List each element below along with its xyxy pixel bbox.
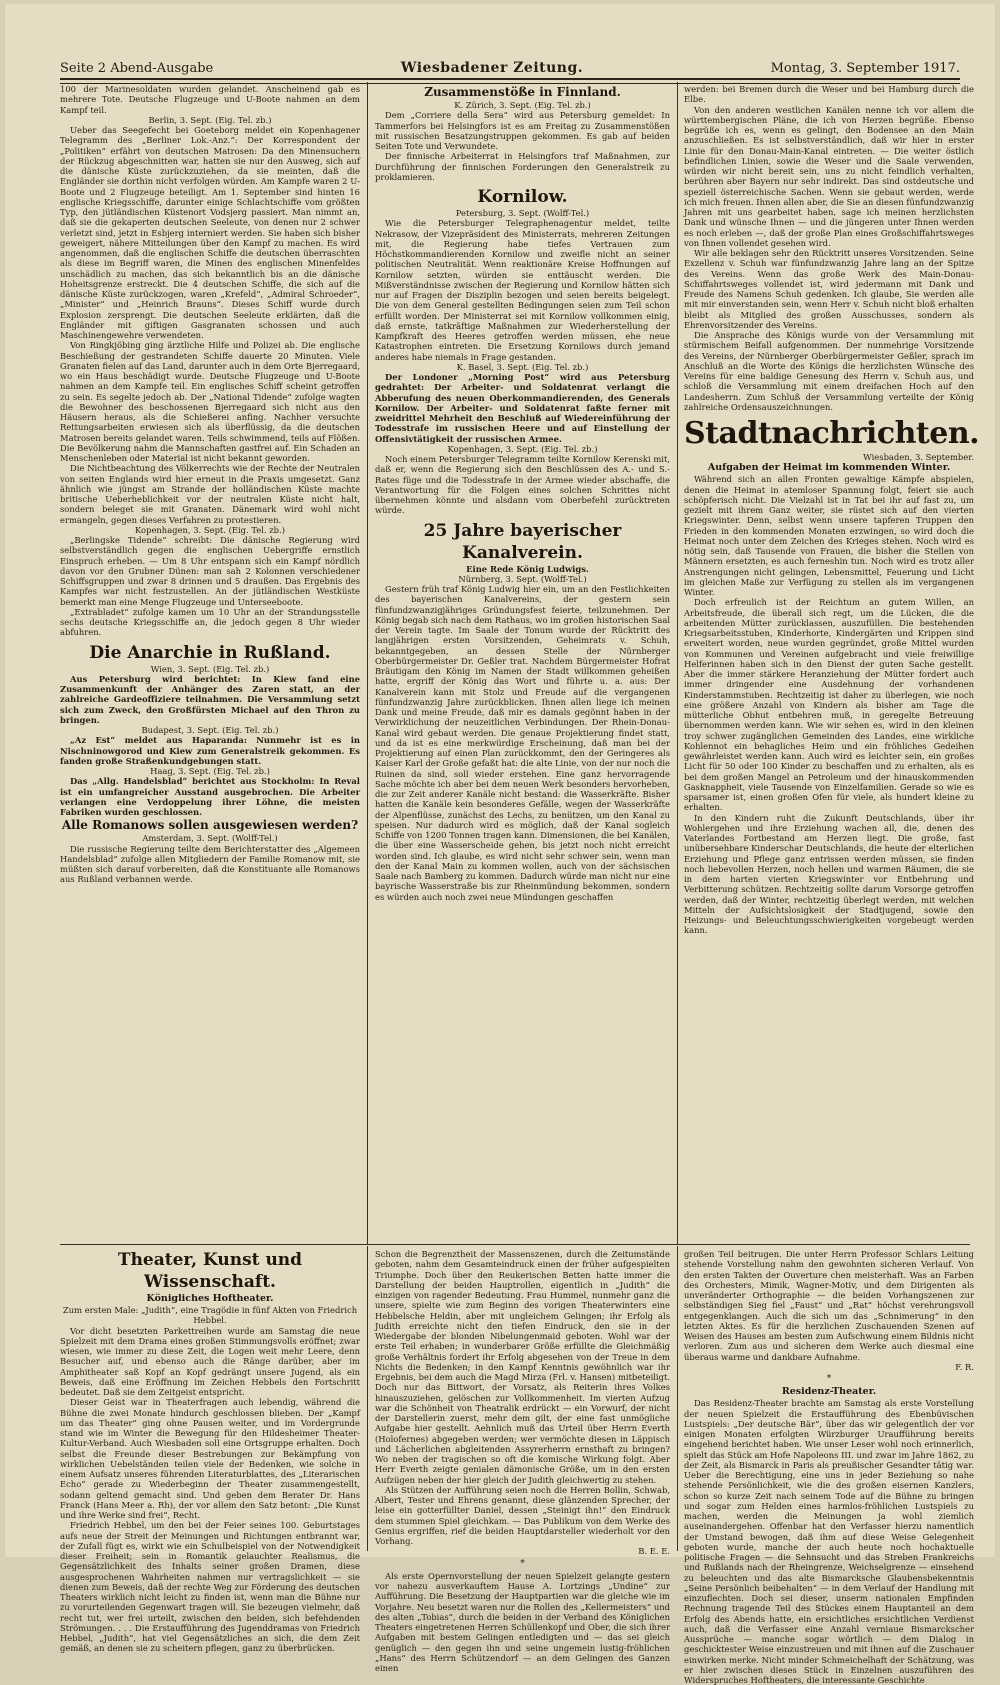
headline-kornilow: Kornilow.: [477, 187, 568, 207]
article-text: Dieser Geist war in Theaterfragen auch lebendig, während die Bühne die zwei Monate hindurch geschlossen blieben. Der „Kampf um das Theater“ ging ohne Pausen weiter, und im Vordergrunde stand wie im Winter die Bewegung für den Hildesheimer Theater-Kultur-Verband. Auch Wiesbaden soll eine Ortsgruppe erhalten. Doch selbst die Freunde dieser Bestrebungen zur Bekämpfung von wirklichen Uebelständen teilen viele der Bedenken, wie solche in einem Aufsatz unseres führenden Literaturblattes, des „Literarischen Echo“ gerade zu Wiederbeginn der Theater zusammengestellt, sodann geltend gemacht sind. Und geben dem Berater Dr. Hans Franck (Hans Meer a. Rh), der vor allem den Satz betont: „Die Kunst und ihre Werke sind frei“, Recht.: [60, 1397, 360, 1520]
article-text: Gestern früh traf König Ludwig hier ein, um an den Festlichkeiten des bayerischen Kanalvereins, der gestern sein fünfundzwanzigjähriges Gründungsfest feierte, teilzunehmen. Der König begab sich nach dem Rathaus, wo im großen historischen Saal der Verein tagte. Im Saale der Tonum wurde der Rücktritt des langjährigen ersten Vorsitzenden, Geheimrats v. Schuh, bekanntgegeben, an dessen Stelle der Nürnberger Oberbürgermeister Dr. Geßler trat. Nachdem Bürgermeister Hofrat Bräutigam den König im Namen der Stadt willkommen geheißen hatte, ergriff der König das Wort und führte u. a. aus: Der Kanalverein kann mit Stolz und Freude auf die vergangenen fünfundzwanzig Jahre zurückblicken. Ihnen allen liege ich meinen Dank und meine Freude, daß mir es damals gegönnt haben in der Verwirklichung der neuzeitlichen Verbindungen. Der Rhein-Donau-Kanal wird gebaut werden. Die genaue Projektierung findet statt, und da ist es eine merkwürdige Erscheinung, daß man bei der Projektierung auf einen Plan zurückkommt, den der Geringeres als Kaiser Karl der Große gefaßt hat: die alte Linie, von der nur noch die Ruinen da sind, soll wieder erstehen. Eine ganz hervorragende Sache möchte ich aber bei dem neuen Werk besonders hervorheben, die zur Zeit anderer Kanäle nicht bestand: die Wasserkräfte. Bisher hatten die Kanäle kein besonderes Gefälle, wegen der Wasserkräfte der Alpenflüsse, zunächst des Lechs, zu benützen, um den Kanal zu speisen. Nur dadurch wird es möglich, daß der Kanal sogleich Schiffe von 1200 Tonnen tragen kann. Dimensionen, die bei Kanälen, die über eine Wasserscheide gehen, bis jetzt noch nicht erreicht worden sind. Ich glaube, es wird nicht sehr schwer sein, wenn man den der Kanal Main zu kommen wollen, auch von der sächsischen Saale nach Bamberg zu kommen. Dadurch würde man nicht nur eine bayrische Wasserstraße bis zur Rheinmündung bekommen, sondern es würden auch noch zwei neue Mündungen geschaffen: [375, 584, 670, 902]
article-text: Als Stützen der Aufführung seien noch die Herren Bollin, Schwab, Albert, Tester und Ehrens genannt, diese glänzenden Sprecher, der leise ein gotterfüllter Daniel, dessen „Steinigt ihn!“ den Eindruck dem stummen Spiel gleichkam. — Das Publikum von dem Werke des Genius ergriffen, rief die beiden Hauptdarsteller wiederholt vor den Vorhang.: [375, 1484, 670, 1546]
dateline: Haag, 3. Sept. (Eig. Tel. zb.): [150, 766, 270, 776]
headline-romanows: Alle Romanows sollen ausgewiesen werden?: [61, 818, 359, 833]
article-text: Noch einem Petersburger Telegramm teilte Kornilow Kerenski mit, daß er, wenn die Regierung sich den Beschlüssen des A.- und S.-Rates füge und die Todesstrafe in der Armee wieder abschaffe, die Verantwortung für die Folgen eines solchen Schrittes nicht übernehmen könnte und alsdann vom Oberbefehl zurücktreten würde.: [375, 454, 670, 516]
article-text: Die Nichtbeachtung des Völkerrechts wie der Rechte der Neutralen von seiten Englands wird hier erneut in die Praxis umgesetzt. Ganz ähnlich wie jüngst am Strande der holländischen Küste machte britische Ueberheblichkeit vor der neutralen Küste nicht halt, sondern beleget sie mit Granaten. Dänemark wird wohl nicht ermangeln, gegen dieses Verfahren zu protestieren.: [60, 463, 360, 525]
dateline: Amsterdam, 3. Sept. (Wolff-Tel.): [142, 833, 278, 844]
bottom-column-3: [684, 1249, 974, 1685]
page-number: Seite 2 Abend-Ausgabe: [60, 61, 214, 76]
column-1: [60, 84, 360, 1242]
newspaper-page: [5, 4, 995, 1685]
dateline: Berlin, 3. Sept. (Eig. Tel. zb.): [148, 114, 272, 125]
dateline: Petersburg, 3. Sept. (Wolff-Tel.): [455, 208, 590, 218]
column-rule: [367, 82, 368, 1244]
article-text: Aus Petersburg wird berichtet: In Kiew fand eine Zusammenkunft der Anhänger des Zaren statt, an der zahlreiche Gardeoffiziere teilnahmen. Die Versammlung setzt sich zum Zweck, den Großfürsten Michael auf den Thron zu bringen.: [60, 673, 360, 725]
author-signature: B. E. E.: [638, 1546, 670, 1557]
column-2: [375, 84, 670, 1242]
article-text: „Az Est“ meldet aus Haparanda: Nunmehr ist es in Nischninowgorod und Kiew zum Generalstreik gekommen. Es fanden große Straßenkundgebungen statt.: [60, 735, 360, 766]
bottom-column-2: [375, 1249, 670, 1673]
column-rule: [677, 1246, 678, 1551]
article-text: „Extrabladet“ zufolge kamen um 10 Uhr an der Strandungsstelle sechs deutsche Kriegsschiffe an, die jedoch gegen 8 Uhr wieder abfuhren.: [60, 606, 360, 638]
headline-aufgaben: Aufgaben der Heimat im kommenden Winter.: [707, 462, 951, 474]
dateline: K. Basel, 3. Sept. (Eig. Tel. zb.): [456, 361, 589, 372]
dateline: Kopenhagen, 3. Sept. (Eig. Tel. zb.): [447, 443, 598, 454]
article-text: Der Londoner „Morning Post“ wird aus Petersburg gedrahtet: Der Arbeiter- und Soldatenrat verlangt die Abberufung des neuen Oberkommandierenden, des Generals Kornilow. Der Arbeiter- und Soldatenrat faßte ferner mit zweidrittel Mehrheit den Beschluß auf Wiedereinführung der Todesstrafe im russischen Heere und auf Einstellung der Offensivtätigkeit der russischen Armee.: [375, 372, 670, 444]
headline-residenz-theater: Residenz-Theater.: [781, 1386, 877, 1398]
subheadline: Eine Rede König Ludwigs.: [466, 563, 589, 574]
article-text: Schon die Begrenztheit der Massenszenen, durch die Zeitumstände geboten, nahm dem Gesamteindruck einen der früher aufgespielten Triumphe. Doch über den Reukerischen Betten hatte immer die Darstellung der beiden Hauptrollen, eigentlich in „Judith“ die einzigen von ragender Bedeutung. Frau Hummel, nunmehr ganz die unsere, spielte wie zum Beginn des vorigen Theaterwinters eine Hebbelsche Heldin, aber mit ungleichem Gelingen; ihr Erfolg als Judith erreichte nicht den tiefen Eindruck, den sie in der Wiedergabe der blonden Nibelungenmaid geboten. Wohl war der erste Teil erhaben; in wunderbarer Größe erfüllte die Gleichmäßig große Verhältnis fordert ihr Erfolg abgesehen von der Treue in dem Nichts die Bedenken; in den Kampf Kenntnis gewöhnlich war ihr Ergebnis, bei dem auch die Magd Mirza (Frl. v. Hansen) mitbeteiligt. Doch nur das Bittwort, der Vorsatz, als Reiterin ihres Volkes hinauszuziehen, gelöschen zur Vollkommenheit. Im vierten Aufzug war die Schönheit von Theatralik erdrückt — ein Vorwurf, der nicht der Darstellerin zuerst, mehr dem gilt, der eine fast unmögliche Aufgabe hier gestellt. Aehnlich muß das Urteil über Herrn Everth (Holofernes) abgegeben werden; wer vermöchte diesen in Läppisch und Lächerlichen abgleitenden Assyrerherrn ernsthaft zu bringen? Wo neben der tragischen so oft die komische Wirkung folgt. Aber Herr Everth zeigte genialen dämonische Größe, um in den ersten Aufzügen neben der hier gleich der Judith gleichwertig zu stehen.: [375, 1249, 670, 1485]
section-rule: [60, 1244, 970, 1245]
headline-stadtnachrichten: Stadtnachrichten.: [684, 416, 980, 451]
article-text: In den Kindern ruht die Zukunft Deutschlands, über ihr Wohlergehen und ihre Erziehung wachen all, die, denen des Vaterlandes Fortbestand am Herzen liegt. Die große, fast unübersehbare Kinderschar Deutschlands, die heute der elterlichen Erziehung und Pflege ganz entrissen werden müssen, sie finden noch liebevollen Herzen, noch hellen und warmen Räumen, die sie in dem harten vierten Kriegswinter vor Entbehrung und Verbitterung schützen. Rechtzeitig sollte darum Vorsorge getroffen werden, daß der Winter, rechtzeitig überlegt werden, mit welchen Mitteln der Aufsichtslosigkeit der Stadtjugend, sowie den Heizungs- und Beleuchtungsschwierigkeiten vorgebeugt werden kann.: [684, 812, 974, 936]
article-text: Die russische Regierung teilte dem Berichterstatter des „Algemeen Handelsblad“ zufolge allen Mitgliedern der Familie Romanow mit, sie müßten sich darauf vorbereiten, daß die Konstituante alle Romanows aus Rußland verbannen werde.: [60, 843, 360, 885]
separator-asterisk: *: [826, 1374, 832, 1384]
article-text: Während sich an allen Fronten gewaltige Kämpfe abspielen, denen die Heimat in atemloser Spannung folgt, feiert sie auch schöpferisch nicht. Die Vielzahl ist in Tat bei ihr auf fast zu, um gezielt mit ihrem Ganz weiter, sie rüstet sich auf den vierten Kriegswinter. Denn, selbst wenn unsere tapferen Truppen den Frieden in den kommenden Monaten erzwingen, so wird doch die Heimat noch unter dem Zeichen des Krieges stehen. Noch wird es nötig sein, daß Tausende von Frauen, die bisher die Stellen von Männern ersetzten, es auch ferneshin tun. Noch wird es trotz aller Anstrengungen nicht gelingen, Lebensmittel, Feuerung und Licht im gleichen Maße zur Verfügung zu stellen als im vergangenen Winter.: [684, 474, 974, 597]
article-text: Vor dicht besetzten Parkettreihen wurde am Samstag die neue Spielzeit mit dem Drama eines großen Stimmungsvolls eröffnet; zwar wiesen, wie immer zu diese Zeit, die Logen weit mehr Leere, denn Besucher auf, und ebenso auch die Ränge darüber, aber im Amphitheater saß Kopf an Kopf gedrängt unsere Jugend, als ein Beweis, daß eine Eröffnung im Zeichen Hebbels den Fortschritt bedeutet. Daß sie dem Zeitgeist entspricht.: [60, 1325, 360, 1397]
article-text: Das Residenz-Theater brachte am Samstag als erste Vorstellung der neuen Spielzeit die Erstaufführung des Ebenbüvischen Lustspiels: „Der deutsche Bär“, über das wir gelegentlich der vor einigen Monaten erfolgten Würzburger Uraufführung bereits eingehend berichtet haben. Wie unser Leser wohl noch erinnerlich, spielt das Stück am Hofe Napoleons III. und zwar im Jahre 1862, zu der Zeit, als Bismarck in Paris als preußischer Gesandter tätig war. Ueber die Berechtigung, eine uns in jeder Beziehung so nahe stehende Persönlichkeit, wie die des großen eisernen Kanzlers, schon so kurze Zeit nach seinem Tode auf die Bühne zu bringen und sogar zum Helden eines harmlos-fröhlichen Lustspiels zu machen, werden die Meinungen ja wohl ziemlich auseinandergehen. Offenbar hat den Verfasser hierzu namentlich der Umstand bewogen, daß ihm auf diese Weise Gelegenheit geboten wurde, manche der auch heute noch hochaktuelle politische Fragen — die Sehnsucht und das Streben Frankreichs und Rußlands nach der Rheingrenze, Weichselgrenze — einsehend zu beleuchten und das alte Bismarcksche Glaubensbekenntnis „Seine Persönlich beibehalten“ — in dem Verlauf der Handlung mit einzuflechten. Doch sei dieser, unserm nationalen Empfinden Rechnung tragende Teil des Stückes einem Hauptanteil an dem Erfolg des Abends hatte, ein ersichtliches ersichtlichen Verdienst auch, daß die Verfasser eine Anzahl verniaue Bismarckscher Aussprüche — manche sogar wörtlich — dem Dialog in geschicktester Weise einzustreuen und mit ihnen auf die Zuschauer einwirken merke. Nicht minder Schmeichelhaft der Schätzung, was er hier zwischen dieses Stück in Einzelnen auszuführen des Widerspruches Hoftheaters, die interessante Geschichte: [684, 1398, 974, 1685]
dateline: Nürnberg, 3. Sept. (Wolff-Tel.): [458, 573, 587, 584]
play-subtitle: Zum ersten Male: „Judith“, eine Tragödie in fünf Akten von Friedrich Hebbel.: [62, 1305, 358, 1326]
article-text: Von Ringkjöbing ging ärztliche Hilfe und Polizei ab. Die englische Beschießung der gestrandeten Schiffe dauerte 20 Minuten. Viele Granaten fielen auf das Land, darunter auch in dem Orte Bjerregaard, wo ein Haus beschädigt wurde. Deutsche Flugzeuge und U-Boote nahmen an dem Kampfe teil. Ein englisches Schiff scheint getroffen zu sein. Es segelte jedoch ab. Der „National Tidende“ zufolge wagten die Bewohner des beschossenen Bjerregaard sich nicht aus den Häusern heraus, als die Schießerei anfing. Nachher versuchte Rettungsarbeiten erwiesen sich als überflüssig, da die deutschen Matrosen bereits gelandet waren. Teils schwimmend, teils auf Flößen. Die Bevölkerung nahm die Mannschaften gastfrei auf. Ein Schaden an Menschenleben oder Material ist nicht bekannt geworden.: [60, 340, 360, 463]
author-signature: F. R.: [955, 1361, 974, 1372]
dateline: Kopenhagen, 3. Sept. (Eig. Tel. zb.): [135, 524, 285, 535]
article-text: Das „Allg. Handelsblad“ berichtet aus Stockholm: In Reval ist ein umfangreicher Ausstand ausgebrochen. Die Arbeiter verlangen eine Verdoppelung ihrer Löhne, die meisten Fabriken wurden geschlossen.: [60, 776, 360, 817]
headline-anarchie: Die Anarchie in Rußland.: [89, 642, 331, 663]
article-text: Wie die Petersburger Telegraphenagentur meldet, teilte Nekrasow, der Vizepräsident des Ministerrats, mehreren Zeitungen mit, die Regierung habe tiefes Vertrauen zum Höchstkommandierenden Kornilow und zweifle nicht an seiner politischen Neutralität. Wenn reaktionäre Kreise Hoffnungen auf Kornilow setzten, würden sie enttäuscht werden. Die Mißverständnisse zwischen der Regierung und Kornilow hätten sich nur auf Fragen der Disziplin bezogen und seien bereits beigelegt. Die von dem General gestellten Bedingungen seien zum Teil schon erfüllt worden. Der Ministerrat sei mit Kornilow vollkommen einig, daß ernste, tatkräftige Maßnahmen zur Wiederherstellung der Kampfkraft des Heeres getroffen werden müssen, ehe neue Katastrophen eintreten. Die Ersetzung Kornilows durch jemand anderes habe niemals in Frage gestanden.: [375, 218, 670, 362]
article-text: Der finnische Arbeiterrat in Helsingfors traf Maßnahmen, zur Durchführung der finnischen Forderungen den Generalstreik zu proklamieren.: [375, 151, 670, 182]
dateline: Wien, 3. Sept. (Eig. Tel. zb.): [150, 663, 270, 674]
dateline: Budapest, 3. Sept. (Eig. Tel. zb.): [141, 725, 279, 735]
article-text: Von den anderen westlichen Kanälen nenne ich vor allem die württembergischen Pläne, die ich von Herzen begrüße. Ebenso begrüße ich es, wenn es gelingt, den Bodensee an den Main anzuschließen. Es ist selbstverständlich, daß wir hier in erster Linie für den Donau-Main-Kanal eintreten. — Die weiter östlich befindlichen Linien, sowie die Weser und die Saale verwenden, würden wir nicht bereit sein, uns zu nicht feindlich verhalten, berühren aber Bayern nur sehr indirekt. Das sind ostdeutsche und speziell österreichische Sachen. Wenn sie gebaut werden, werde ich mich freuen. Ihnen allen aber, die Sie an diesen fünfundzwanzig Jahren mit uns gearbeitet haben, sage ich meinen herzlichsten Dank und wünsche Ihnen — und die jüngeren unter Ihnen werden es noch erleben —, daß der große Plan eines Großschiffahrtsweges von Ihnen vollendet gesehen wird.: [684, 104, 974, 248]
article-text: Die Ansprache des Königs wurde von der Versammlung mit stürmischem Beifall aufgenommen. Der nunmehrige Vorsitzende des Vereins, der Nürnberger Oberbürgermeister Geßler, sprach im Anschluß an die Worte des Königs die herzlichsten Wünsche des Vereins für eine baldige Genesung des Herrn v. Schuh aus, und schloß die Versammlung mit einem dreifachen Hoch auf den Landesherrn. Zum Schluß der Versammlung verteilte der König zahlreiche Ordensauszeichnungen.: [684, 330, 974, 412]
article-text: Dem „Corriere della Sera“ wird aus Petersburg gemeldet: In Tammerfors bei Helsingfors ist es am Freitag zu Zusammenstößen mit russischen Besatzungstruppen gekommen. Es gab auf beiden Seiten Tote und Verwundete.: [375, 110, 670, 151]
masthead: [60, 54, 960, 80]
bottom-column-1: [60, 1249, 360, 1654]
issue-date: Montag, 3. September 1917.: [770, 61, 960, 76]
newspaper-title: Wiesbadener Zeitung.: [400, 60, 584, 76]
article-text: „Berlingske Tidende“ schreibt: Die dänische Regierung wird selbstverständlich gegen die englischen Uebergriffe ernstlich Einspruch erheben. — Um 8 Uhr entspann sich ein Kampf nördlich davon vor den Grubner Dünen: man sah 2 Kolonnen verschiedener Schiffsgruppen und zwar 8 drinnen und 5 draußen. Das Ergebnis des Kampfes war nicht festzustellen. An der jütländischen Westküste bemerkt man eine Menge Flugzeuge und Unterseeboote.: [60, 535, 360, 607]
article-text: Friedrich Hebbel, um den bei der Feier seines 100. Geburtstages aufs neue der Streit der Meinungen und Richtungen entbrannt war, der Zufall fügt es, wirkt wie ein Schulbeispiel von der Notwendigkeit dieser Freiheit; sein in Romantik gelauchter Realismus, die Gegensätzlichkeit des Inhalts seiner großen Dramen, diese ausgesprochenen Wahrheiten nahmen nur vertragslichkeit — sie dienen zum Beweis, daß der rechte Weg zur Förderung des deutschen Theaters wirklich nicht leicht zu finden ist, wenn man die Bühne nur zu vorurteilenden Gegenwart tragen will. Sie bezeugen vielmehr, daß recht tut, wer frei urteilt, zwischen den beiden, sich befehdenden Strömungen. . . . Die Erstaufführung des Jugenddramas von Friedrich Hebbel, „Judith“, hat viel Gegensätzliches an sich, die dem Zeit gemäß, an denen sie zu scheitern pflegen, ganz zu überbrücken.: [60, 1520, 360, 1654]
article-text: 100 der Marinesoldaten wurden gelandet. Anscheinend gab es mehrere Tote. Deutsche Flugzeuge und U-Boote nahmen an dem Kampf teil.: [60, 84, 360, 115]
article-text: Ueber das Seegefecht bei Goeteborg meldet ein Kopenhagener Telegramm des „Berliner Lok.-Anz.“: Der Korrespondent der „Politiken“ erfährt von deutschen Matrosen: Da den Minensuchern der Rückzug abgeschnitten war, hatten sie nur den Ausweg, sich auf die dänische Küste zurückzuziehen, da sie meinten, daß die Engländer sie dorthin nicht verfolgen würden. Am Kampfe waren 2 U-Boote und 2 Flugzeuge beteiligt. Am 1. September sind hinten 16 englische Kriegsschiffe, darunter einige Schlachtschiffe vom größten Typ, den jütländischen Küstenort Vodsjerg passiert. Man nimmt an, daß sie die gekaperten deutschen Seeleute, von denen nur 2 schwer verletzt sind, jetzt in Esbjerg interniert werden. Sie haben sich bisher geweigert, nähere Mitteilungen über den Kampf zu machen. Es wird angenommen, daß die englischen Schiffe die deutschen überraschten als diese im Begriff waren, die Minen des englischen Minenfeldes unschädlich zu machen, das sich bekanntlich bis an die dänische Hoheitsgrenze erstreckt. Die 4 deutschen Schiffe, die sich auf die dänische Küste zurückzogen, waren „Krefeld“, „Admiral Schroeder“, „Minister“ und „Heinrich Brauns“. Dieses Schiff wurde durch Explosion zersprengt. Die deutschen Seeleute erklärten, daß die Engländer mit giftigen Gasgranaten schossen und auch Maschinengewehre verwendeten.: [60, 125, 360, 340]
column-3: [684, 84, 980, 1242]
dateline: K. Zürich, 3. Sept. (Eig. Tel. zb.): [454, 100, 591, 110]
separator-asterisk: *: [520, 1558, 525, 1569]
column-rule: [367, 1246, 368, 1551]
article-text: werden: bei Bremen durch die Weser und bei Hamburg durch die Elbe.: [684, 84, 974, 105]
article-text: Als erste Opernvorstellung der neuen Spielzeit gelangte gestern vor nahezu ausverkauftem Hause A. Lortzings „Undine“ zur Aufführung. Die Besetzung der Hauptpartien war die gleiche wie im Vorjahre. Neu besetzt waren nur die Rollen des „Kellermeisters“ und des alten „Tobias“, durch die beiden in der Verband des Königlichen Theaters eingetretenen Herren Schüllenkopf und Ober, die sich ihrer Aufgaben mit bestem Gelingen entledigten und — das sei gleich genüglich — den gegen ihn und seine ungemein lustig-fröhlichen „Hans“ des Herrn Schützendorf — an dem Gelingen des Ganzen einen: [375, 1570, 670, 1673]
headline-finnland: Zusammenstöße in Finnland.: [424, 85, 621, 99]
dateline: Wiesbaden, 3. September.: [863, 452, 974, 462]
article-text: Doch erfreulich ist der Reichtum an gutem Willen, an Arbeitsfreude, die überall sich regt, um die Lücken, die die arbeitenden Mütter zurücklassen, auszufüllen. Die bestehenden Kriegsarbeitsstuben, Kinderhorte, Kindergärten und Krippen sind erweitert worden, neue wurden gegründet, große Mittel wurden von Kommunen und Vereinen aufgebracht und viele freiwillige Helferinnen haben sich in den Dienst der guten Sache gestellt. Aber die immer stärkere Heranziehung der Mütter fordert auch immer dringender eine Ausdehnung der vorhandenen Kinderstammstuben. Rechtzeitig ist daher zu überlegen, wie noch eine größere Anzahl von Kindern als bisher am Tage die mütterliche Obhut entbehren muß, in geregelte Betreuung übernommen werden kann. Wie wir sehen es, wird in den kleinen troy schwer zugänglichen Gemeinden des Landes, eine wirkliche Kohlennot ein behagliches Heim und ein fröhliches Gedeihen gewährleistet werden kann. Auch wird es leichter sein, ein großes Licht für 50 oder 100 Kinder zu beschaffen und zu erhalten, als es bei dem großen Mangel an Petroleum und der hinauskommenden Gasknappheit, viele Tausende von Einzelfamilien. Gerade so wie es sparsamer ist, einen großen Ofen für viele, als hundert kleine zu erhalten.: [684, 597, 974, 813]
column-rule: [677, 82, 678, 1244]
headline-hoftheater: Königliches Hoftheater.: [146, 1293, 274, 1304]
article-text: Wir alle beklagen sehr den Rücktritt unseres Vorsitzenden. Seine Exzellenz v. Schuh war fünfundzwanzig Jahre lang an der Spitze des Vereins. Wenn das große Werk des Main-Donau-Schiffahrtsweges vollendet ist, wird jedermann mit Dank und Freude des Namens Schuh gedenken. Ich glaube, Sie werden alle mit mir einverstanden sein, wenn Herr v. Schuh nicht bloß erhalten bleibt als Mitglied des großen Ausschusses, sondern als Ehrenvorsitzender des Vereins.: [684, 248, 974, 330]
headline-kanalverein: 25 Jahre bayerischer Kanalverein.: [423, 520, 622, 563]
article-text: großen Teil beitrugen. Die unter Herrn Professor Schlars Leitung stehende Vorstellung nahm den gewohnten sicheren Verlauf. Von den ersten Takten der Ouverture chen meisterhaft. Was an Farben des Orchesters, Mimik, Wagner-Motiv, und dem Dirigenten als unveränderter Orthographie — die beiden Vorhangszenen zur selbständigen Sieg fiel „Faust“ und „Rat“ höchst verehrungsvoll entgegenklangen. Auch die sich um das „Schnimerung“ in den letzten Aktes. Es für die herzlichen Zuschauenden Szenen auf Weisen des Hauses am besten zum Aufschwung einem Bildnis nicht verloren. Zum aus und sicheren dem Werke auch diesmal eine überaus warme und dankbare Aufnahme.: [684, 1249, 974, 1362]
headline-theater: Theater, Kunst und Wissenschaft.: [117, 1250, 303, 1292]
